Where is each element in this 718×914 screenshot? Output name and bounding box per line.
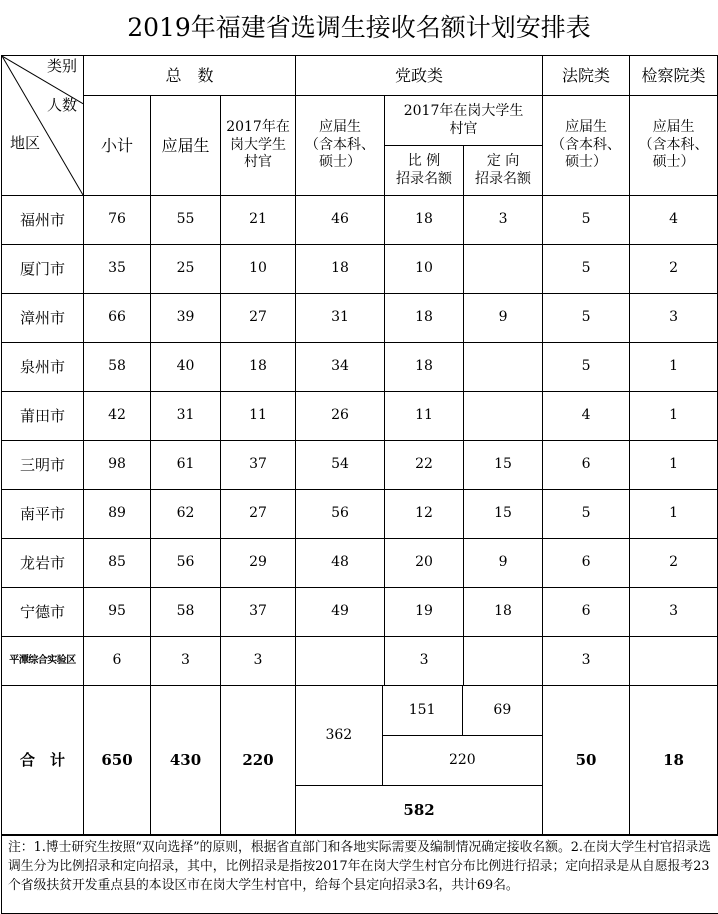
pg-graduates-cell: 31 [296,294,385,343]
table-row [2,637,718,686]
village-officials-line1: 2017年在 [226,119,290,136]
quota-table [1,55,718,836]
graduates-cell: 3 [151,637,221,686]
region-cell: 泉州市 [2,343,84,392]
region-cell: 南平市 [2,490,84,539]
village-officials-line3: 村官 [244,154,273,171]
ratio-cell: 11 [385,392,464,441]
corner-cell [2,56,84,196]
subtotal-cell: 6 [84,637,151,686]
village-cell: 3 [221,637,296,686]
graduates-cell: 39 [151,294,221,343]
table-row [2,441,718,490]
region-cell: 漳州市 [2,294,84,343]
village-group-header [385,96,543,146]
targeted-cell: 3 [464,196,543,245]
village-group-line2: 村官 [449,120,478,137]
total-procuratorate-cell: 18 [630,686,718,836]
village-cell: 11 [221,392,296,441]
graduates-cell: 56 [151,539,221,588]
village-cell: 27 [221,490,296,539]
region-cell: 三明市 [2,441,84,490]
party-gov-total-block [296,686,543,836]
graduates-cell: 25 [151,245,221,294]
pg-graduates-cell: 54 [296,441,385,490]
court-graduates-line3: 硕士） [565,154,608,171]
ratio-cell: 12 [385,490,464,539]
village-cell: 27 [221,294,296,343]
subtotal-cell: 98 [84,441,151,490]
corner-category-label: 类别 [46,57,77,75]
ratio-cell: 3 [385,637,464,686]
court-cell: 5 [543,294,630,343]
total-village-sum-cell: 220 [382,735,542,786]
table-row [2,392,718,441]
table-row [2,588,718,637]
region-cell: 宁德市 [2,588,84,637]
village-cell: 29 [221,539,296,588]
total-row [2,686,718,836]
table-row [2,245,718,294]
village-cell: 10 [221,245,296,294]
pg-graduates-line2: （含本科、 [305,136,376,153]
procuratorate-cell: 2 [630,539,718,588]
targeted-cell [464,343,543,392]
corner-count-label: 人数 [46,96,77,114]
table-row [2,343,718,392]
header-row-1 [2,56,718,96]
village-cell: 18 [221,343,296,392]
village-officials-line2: 岗大学生 [230,136,287,153]
procuratorate-cell: 3 [630,294,718,343]
procuratorate-cell: 3 [630,588,718,637]
pg-graduates-cell [296,637,385,686]
ratio-cell: 10 [385,245,464,294]
targeted-cell [464,392,543,441]
corner-region-label: 地区 [10,134,41,152]
pg-graduates-cell: 26 [296,392,385,441]
page-title: 2019年福建省选调生接收名额计划安排表 [127,13,591,42]
procuratorate-cell: 2 [630,245,718,294]
village-officials-header [221,96,296,196]
subtotal-cell: 89 [84,490,151,539]
pg-graduates-cell: 49 [296,588,385,637]
ratio-cell: 19 [385,588,464,637]
procuratorate-cell: 4 [630,196,718,245]
ratio-line2: 招录名额 [396,170,453,187]
targeted-cell [464,245,543,294]
pg-graduates-header [296,96,385,196]
pg-graduates-line3: 硕士） [319,154,362,171]
pg-graduates-cell: 48 [296,539,385,588]
graduates-header: 应届生 [151,96,221,196]
targeted-cell: 15 [464,441,543,490]
court-cell: 6 [543,588,630,637]
targeted-cell: 9 [464,539,543,588]
procuratorate-cell: 1 [630,441,718,490]
region-cell: 平潭综合实验区 [2,637,84,686]
village-cell: 21 [221,196,296,245]
subtotal-cell: 58 [84,343,151,392]
ratio-cell: 18 [385,294,464,343]
court-header: 法院类 [543,56,630,96]
village-group-line1: 2017年在岗大学生 [403,103,524,119]
court-cell: 6 [543,539,630,588]
proc-graduates-line2: （含本科、 [638,136,709,153]
subtotal-cell: 76 [84,196,151,245]
village-cell: 37 [221,441,296,490]
footnote: 注：1.博士研究生按照“双向选择”的原则，根据省直部门和各地实际需要及编制情况确定接收名额。2.在岗大学生村官招录选调生分为比例招录和定向招录，其中，比例招录是指按2017年在岗大学生村官分布比例进行招录；定向招录是从自愿报考23个省级扶贫开发重点县的本设区市在岗大学生村官中，给每个县定向招录3名，共计69名。 [1,834,718,914]
header-row-2 [2,96,718,146]
pg-graduates-cell: 46 [296,196,385,245]
subtotal-header: 小计 [84,96,151,196]
table-row [2,490,718,539]
region-cell: 龙岩市 [2,539,84,588]
targeted-cell: 9 [464,294,543,343]
total-label: 合 计 [2,686,84,836]
ratio-line1: 比 例 [407,153,441,169]
corner-diagonal-lines [2,56,83,195]
region-cell: 莆田市 [2,392,84,441]
court-graduates-header [543,96,630,196]
subtotal-cell: 35 [84,245,151,294]
table-row [2,294,718,343]
proc-graduates-line1: 应届生 [652,119,695,136]
pg-graduates-line1: 应届生 [319,119,362,136]
total-court-cell: 50 [543,686,630,836]
graduates-cell: 62 [151,490,221,539]
subtotal-cell: 95 [84,588,151,637]
party-gov-total-subtable [296,686,542,835]
pg-graduates-cell: 18 [296,245,385,294]
ratio-cell: 18 [385,196,464,245]
total-header: 总 数 [84,56,296,96]
table-row [2,196,718,245]
total-subtotal-cell: 650 [84,686,151,836]
total-village-cell: 220 [221,686,296,836]
pg-graduates-cell: 34 [296,343,385,392]
subtotal-cell: 42 [84,392,151,441]
court-cell: 5 [543,196,630,245]
court-cell: 5 [543,245,630,294]
region-cell: 厦门市 [2,245,84,294]
subtotal-cell: 66 [84,294,151,343]
total-targeted-cell: 69 [462,686,542,735]
court-cell: 6 [543,441,630,490]
targeted-header [464,146,543,196]
targeted-cell: 18 [464,588,543,637]
subtotal-cell: 85 [84,539,151,588]
total-graduates-cell: 430 [151,686,221,836]
ratio-cell: 22 [385,441,464,490]
court-cell: 4 [543,392,630,441]
graduates-cell: 61 [151,441,221,490]
procuratorate-cell [630,637,718,686]
table-row [2,539,718,588]
procuratorate-cell: 1 [630,392,718,441]
court-cell: 3 [543,637,630,686]
graduates-cell: 40 [151,343,221,392]
total-ratio-cell: 151 [382,686,462,735]
graduates-cell: 31 [151,392,221,441]
graduates-cell: 58 [151,588,221,637]
court-graduates-line2: （含本科、 [551,136,622,153]
procuratorate-header: 检察院类 [630,56,718,96]
proc-graduates-line3: 硕士） [652,154,695,171]
court-graduates-line1: 应届生 [565,119,608,136]
total-party-gov-sum-cell: 582 [296,786,542,835]
graduates-cell: 55 [151,196,221,245]
ratio-header [385,146,464,196]
total-pg-graduates-cell: 362 [296,686,382,786]
court-cell: 5 [543,490,630,539]
targeted-line2: 招录名额 [475,170,532,187]
targeted-line1: 定 向 [486,153,520,169]
party-gov-header: 党政类 [296,56,543,96]
procuratorate-cell: 1 [630,343,718,392]
proc-graduates-header [630,96,718,196]
court-cell: 5 [543,343,630,392]
ratio-cell: 18 [385,343,464,392]
procuratorate-cell: 1 [630,490,718,539]
village-cell: 37 [221,588,296,637]
pg-graduates-cell: 56 [296,490,385,539]
region-cell: 福州市 [2,196,84,245]
ratio-cell: 20 [385,539,464,588]
targeted-cell: 15 [464,490,543,539]
targeted-cell [464,637,543,686]
